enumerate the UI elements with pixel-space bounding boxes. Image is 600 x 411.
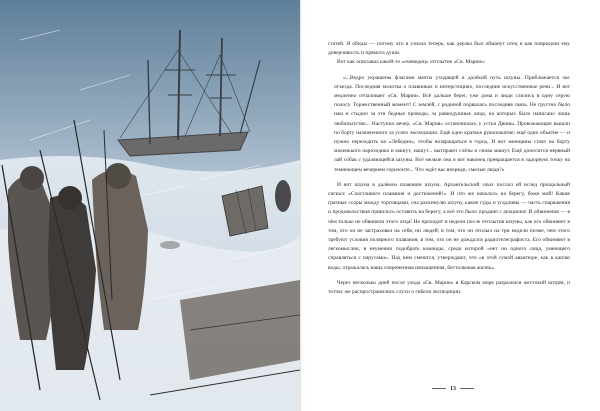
page-number: 13 — [306, 386, 600, 392]
paragraph: статей. Я обиды — потому что я узнала теперь, как дерзко был обманут отец и как повредили ему доверчивость и прямота души. — [328, 41, 570, 57]
paragraph: И вот шхуна в далёком плавании шхуна. Архангельский злых послал ей вслед прощальный сигнал: «Счастливого плавания и достижений!». И что же началось на берегу, боже мой! Какие грязные ссоры между торговцами, сна раскинулю шхуну, какие суды и угадливы — часть снаряжения и продовольствия пришлось оставить на берегу, а всё это было продано с аукциона! И обвинения — в чём только не обвиняли этого отца! Не проходит и недели после отплытия шхуны, как его обвиняют в том, что он не застраховал на себя, ни людей; в том, что он отплыл на три недели позже, чем этого требуют условия полярного плавания; в том, что он не дождался радиотелеграфиста. Его обвиняют в легкомыслии, в неумении подобрать команды, среди которой «нет ни одного лица, умеющего справляться с парусами». Над ним смеются, утверждают, что «в этой сумой авантюре, как в каплю воды, отражалась наша современная напыщенная, бестолковая жизнь». — [328, 181, 570, 271]
text-column — [328, 40, 570, 297]
paragraph: Через несколько дней после ухода «Св. Марии» в Карском море разразился жестокий шторм, и тотчас же распространились слухи о гибели экспедиции. — [328, 279, 570, 296]
paragraph: Вот как описывал какой-то «очевидец» отплытие «Св. Марии»: — [337, 59, 486, 66]
text-page — [306, 0, 600, 411]
page-gutter — [300, 0, 302, 411]
quoted-account: «...Ведро украшены флагами мачты уходящей в далёкий путь шхуны. Приближается час отъезда. Последняя молотка о плавниках и интерстициях, последние искусственные речи... И вот медленно отчаливает «Св. Мария». Всё дальше берег, уже дома и люди слились в одну серую полосу. Торжественный момент! С землёй, с родиной порвалась последняя связь. Не грустно было нам и стыдно за эти бедные проводы, за равнодушные лица, на которых было написано лишь любопытство... Настунил вечер. «Св. Мария» остановилась у устья Двины. Провожающие вышли по борту назначенного за успех экспедиции. Ещё одно краткое рукопожатие; ещё одно объятие — и нужно переходить на «Лебедин», чтобы возвращаться в город. И вот женщины стоят на борту маленького пароходика и машут, машут... вытирают слёзы и снова машут. Ещё доносится нервный лай собак с удаляющейся шхуны. Всё мельче она и вот наконец превращается в задорную точку на темнеющем вечернем горизонте... Что ждёт вас впереди, смелые люди?» — [334, 74, 570, 173]
